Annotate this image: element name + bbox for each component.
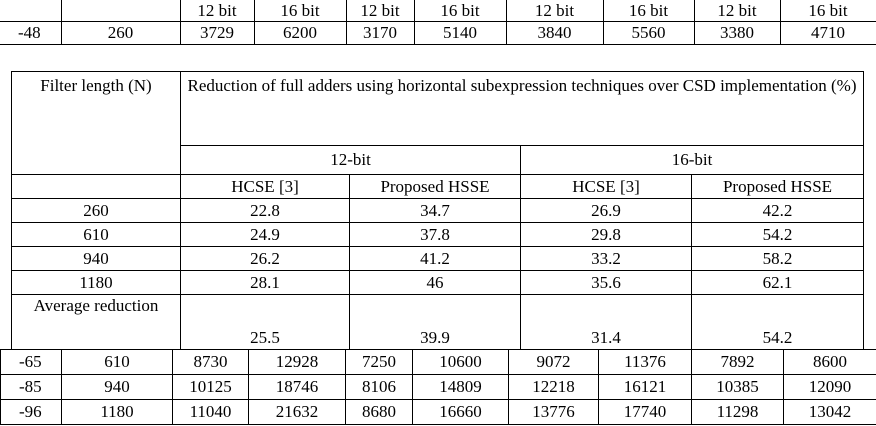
table-row xyxy=(12,223,864,247)
top-table-header-row xyxy=(0,0,876,22)
filter-length-header: Filter length (N) xyxy=(12,72,181,175)
table-cell: 26.9 xyxy=(521,199,692,223)
sub-header-hcse-16: HCSE [3] xyxy=(521,175,692,199)
table-cell: 12218 xyxy=(509,375,599,400)
table-cell: 9072 xyxy=(509,350,599,375)
table-cell: 41.2 xyxy=(350,247,521,271)
table-row xyxy=(1,350,876,375)
top-header-cell: 12 bit xyxy=(346,0,414,22)
table-cell: 24.9 xyxy=(181,223,350,247)
empty-header-cell xyxy=(12,175,181,199)
table-cell: 3840 xyxy=(506,22,603,45)
table-cell: 16121 xyxy=(599,375,692,400)
average-reduction-label: Average reduction xyxy=(12,295,181,350)
table-cell: 28.1 xyxy=(181,271,350,295)
table-cell: 17740 xyxy=(599,400,692,425)
table-row xyxy=(12,271,864,295)
table-cell: 8730 xyxy=(173,350,249,375)
top-header-cell xyxy=(61,0,180,22)
table-row xyxy=(1,400,876,425)
table-cell: 12928 xyxy=(249,350,346,375)
table-cell: 33.2 xyxy=(521,247,692,271)
table-cell: -48 xyxy=(0,22,61,45)
average-value: 54.2 xyxy=(692,295,864,350)
average-value: 31.4 xyxy=(521,295,692,350)
table-cell: 8600 xyxy=(784,350,876,375)
table-cell: 1180 xyxy=(12,271,181,295)
top-adder-count-table xyxy=(0,0,876,45)
table-cell: 10125 xyxy=(173,375,249,400)
table-cell: 610 xyxy=(12,223,181,247)
reduction-caption: Reduction of full adders using horizontal subexpression techniques over CSD implementation (%) xyxy=(181,72,864,146)
reduction-header-row xyxy=(12,72,864,146)
table-cell: 29.8 xyxy=(521,223,692,247)
reduction-table xyxy=(11,71,864,350)
bottom-adder-count-table xyxy=(0,349,876,425)
table-cell: 260 xyxy=(61,22,180,45)
table-cell: 11376 xyxy=(599,350,692,375)
table-cell: 7250 xyxy=(346,350,413,375)
table-cell: -65 xyxy=(1,350,62,375)
table-cell: 7892 xyxy=(692,350,784,375)
top-header-cell: 12 bit xyxy=(506,0,603,22)
table-cell: 4710 xyxy=(780,22,876,45)
table-cell: 10600 xyxy=(413,350,509,375)
table-cell: 16660 xyxy=(413,400,509,425)
table-row xyxy=(12,199,864,223)
top-header-cell: 16 bit xyxy=(603,0,694,22)
table-cell: 58.2 xyxy=(692,247,864,271)
sub-header-hsse-12: Proposed HSSE xyxy=(350,175,521,199)
top-header-cell: 12 bit xyxy=(180,0,254,22)
table-cell: 14809 xyxy=(413,375,509,400)
table-cell: 11298 xyxy=(692,400,784,425)
table-cell: 34.7 xyxy=(350,199,521,223)
table-row xyxy=(0,22,876,45)
table-cell: 260 xyxy=(12,199,181,223)
table-cell: 3170 xyxy=(346,22,414,45)
table-cell: 6200 xyxy=(254,22,346,45)
table-cell: 940 xyxy=(12,247,181,271)
table-cell: 46 xyxy=(350,271,521,295)
table-cell: 3380 xyxy=(694,22,780,45)
table-cell: 940 xyxy=(62,375,173,400)
sub-header-row xyxy=(12,175,864,199)
group-header-16-bit: 16-bit xyxy=(521,146,864,175)
table-cell: 10385 xyxy=(692,375,784,400)
table-cell: 1180 xyxy=(62,400,173,425)
table-cell: 18746 xyxy=(249,375,346,400)
top-header-cell xyxy=(0,0,61,22)
table-cell: 13042 xyxy=(784,400,876,425)
table-cell: 37.8 xyxy=(350,223,521,247)
table-cell: 35.6 xyxy=(521,271,692,295)
table-cell: 22.8 xyxy=(181,199,350,223)
table-cell: 54.2 xyxy=(692,223,864,247)
table-cell: 5140 xyxy=(414,22,506,45)
average-row xyxy=(12,295,864,350)
average-value: 39.9 xyxy=(350,295,521,350)
table-row xyxy=(12,247,864,271)
table-cell: 610 xyxy=(62,350,173,375)
table-cell: 62.1 xyxy=(692,271,864,295)
table-cell: 11040 xyxy=(173,400,249,425)
table-cell: 13776 xyxy=(509,400,599,425)
table-row xyxy=(1,375,876,400)
top-header-cell: 12 bit xyxy=(694,0,780,22)
table-cell: 26.2 xyxy=(181,247,350,271)
table-cell: 8106 xyxy=(346,375,413,400)
table-cell: 3729 xyxy=(180,22,254,45)
average-value: 25.5 xyxy=(181,295,350,350)
table-cell: 8680 xyxy=(346,400,413,425)
table-cell: -85 xyxy=(1,375,62,400)
table-cell: 5560 xyxy=(603,22,694,45)
table-cell: 21632 xyxy=(249,400,346,425)
table-cell: 42.2 xyxy=(692,199,864,223)
top-header-cell: 16 bit xyxy=(254,0,346,22)
top-header-cell: 16 bit xyxy=(780,0,876,22)
table-cell: -96 xyxy=(1,400,62,425)
top-header-cell: 16 bit xyxy=(414,0,506,22)
group-header-12-bit: 12-bit xyxy=(181,146,521,175)
sub-header-hcse-12: HCSE [3] xyxy=(181,175,350,199)
sub-header-hsse-16: Proposed HSSE xyxy=(692,175,864,199)
table-cell: 12090 xyxy=(784,375,876,400)
